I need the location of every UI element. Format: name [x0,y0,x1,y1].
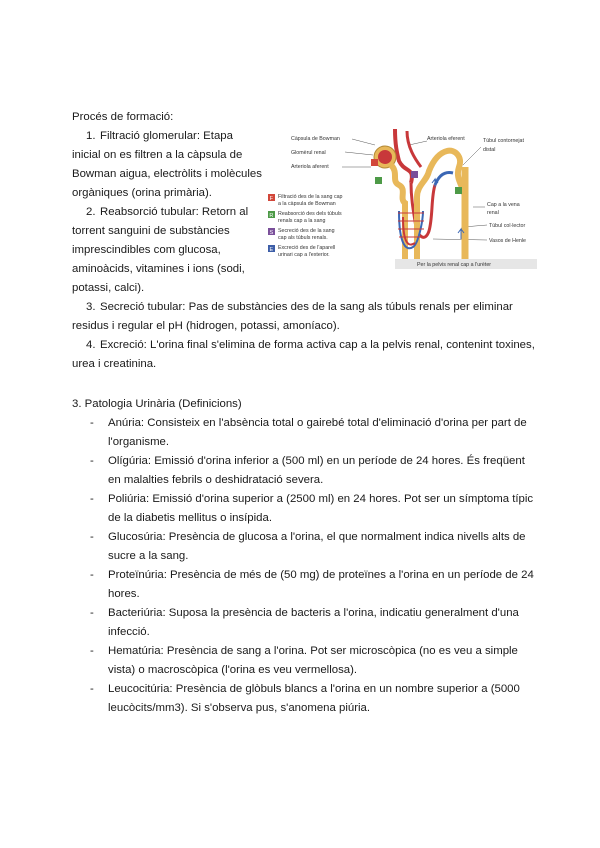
legend-text: urinari cap a l'exterior. [278,252,330,258]
definition-bacteriuria-line-2: infecció. [108,626,150,638]
definition-oliguria-line-2: en malalties febrils o deshidratació severa. [108,474,324,486]
label-glomerulus: Glomèrul renal [291,150,326,156]
bullet-dash: - [90,493,94,505]
legend-badge-letter: E [269,246,274,253]
step-1-line-2: inicial on es filtren a la càpsula de [72,149,243,161]
badge-icon [375,177,382,184]
definition-poliuria-line-2: de la diabetis mellitus o insípida. [108,512,272,524]
label-distal: distal [483,147,496,153]
step-1-line-3: Bowman aigua, electròlits i molècules [72,168,262,180]
definition-bacteriuria-line-1: Bacteriúria: Suposa la presència de bacteris a l'orina, indicatiu generalment d'una [108,607,519,619]
badge-icon [371,159,378,166]
label-efferent-arteriole: Arteriola eferent [427,136,465,142]
legend-text: renals cap a la sang [278,218,326,224]
definition-glucosuria-line-2: sucre a la sang. [108,550,189,562]
label-henle-vessels: Vasos de Henle [489,238,527,244]
section-title: Procés de formació: [72,111,174,123]
legend-text: Filtració des de la sang cap [278,194,343,200]
bullet-dash: - [90,531,94,543]
step-2-line-1: Reabsorció tubular: Retorn al [100,206,249,218]
step-2-line-4: aminoàcids, vitamines i ions (sodi, [72,263,245,275]
definition-anuria-line-2: l'organisme. [108,436,170,448]
label-collecting-duct: Túbul col·lector [489,223,526,229]
step-1-line-4: orgàniques (orina primària). [72,187,212,199]
step-2-line-2: torrent sanguini de substàncies [72,225,230,237]
legend-text: Excreció des de l'aparell [278,245,336,251]
definition-leucocituria-line-2: leucòcits/mm3). Si s'observa pus, s'anomena piúria. [108,702,371,714]
definition-leucocituria-line-1: Leucocitúria: Presència de glòbuls blancs a l'orina en un nombre superior a (5000 [108,683,520,695]
legend-text: Reabsorció des dels túbuls [278,211,342,217]
step-number: 3. [86,301,96,313]
badge-icon [411,171,418,178]
step-3-line-2: residus i regular el pH (hidrogen, potassi, amoníaco). [72,320,340,332]
step-number: 4. [86,339,96,351]
step-number: 2. [86,206,96,218]
step-4-line-1: Excreció: L'orina final s'elimina de forma activa cap a la pelvis renal, contenint toxines, [100,339,535,351]
definition-oliguria-line-1: Olígúria: Emissió d'orina inferior a (500 ml) en un període de 24 hores. És freqüent [108,455,525,467]
legend-text: cap als túbuls renals. [278,235,328,241]
definition-hematuria-line-2: vista) o macroscòpica (l'orina es veu vermellosa). [108,664,358,676]
section-2-title: 3. Patologia Urinària (Definicions) [72,398,242,410]
label-distal-tubule: Túbul contornejat [483,138,524,144]
legend-badge-letter: F [269,195,273,202]
label-renal-pelvis: Per la pelvis renal cap a l'urèter [417,262,492,268]
definition-poliuria-line-1: Poliúria: Emissió d'orina superior a (2500 ml) en 24 hores. Pot ser un símptoma típic [108,493,534,505]
label-renal-vein: Cap a la vena [487,202,520,208]
legend-badge-letter: R [269,212,274,219]
definition-anuria-line-1: Anúria: Consisteix en l'absència total o gairebé total d'eliminació d'orina per part de [108,417,527,429]
bullet-dash: - [90,683,94,695]
nephron-illustration [267,127,537,269]
label-renal: renal [487,210,499,216]
glomerulus [378,150,392,164]
step-3-line-1: Secreció tubular: Pas de substàncies des de la sang als túbuls renals per eliminar [100,301,513,313]
definition-proteinuria-line-1: Proteïnúria: Presència de més de (50 mg) de proteïnes a l'orina en un període de 24 [108,569,534,581]
bullet-dash: - [90,607,94,619]
step-2-line-5: potassi, calci). [72,282,145,294]
definition-glucosuria-line-1: Glucosúria: Presència de glucosa a l'orina, el que normalment indica nivells alts de [108,531,526,543]
legend-text: Secreció des de la sang [278,228,335,234]
bullet-dash: - [90,417,94,429]
step-number: 1. [86,130,96,142]
step-4-line-2: urea i creatinina. [72,358,157,370]
definition-proteinuria-line-2: hores. [108,588,140,600]
badge-icon [455,187,462,194]
step-1-line-1: Filtració glomerular: Etapa [100,130,233,142]
legend-text: a la càpsula de Bowman [278,201,336,207]
definition-hematuria-line-1: Hematúria: Presència de sang a l'orina. Pot ser microscòpica (no es veu a simple [108,645,518,657]
legend-badge-letter: S [269,229,274,236]
step-2-line-3: imprescindibles com glucosa, [72,244,221,256]
bullet-dash: - [90,455,94,467]
bullet-dash: - [90,569,94,581]
bullet-dash: - [90,645,94,657]
label-afferent-arteriole: Arteriola aferent [291,164,329,170]
nephron-diagram [267,127,537,269]
label-bowman-capsule: Càpsula de Bowman [291,136,340,142]
